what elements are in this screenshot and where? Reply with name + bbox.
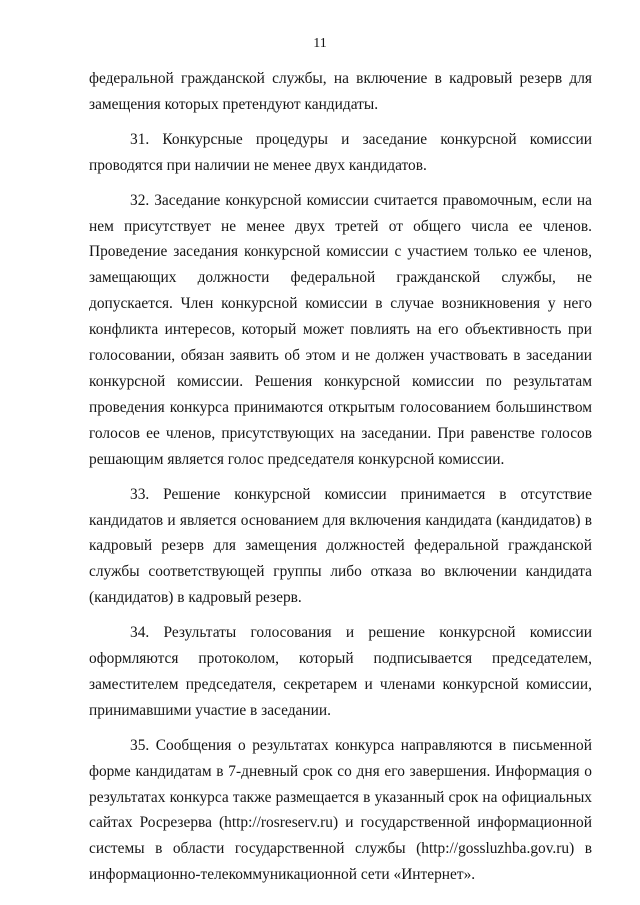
paragraph-32: 32. Заседание конкурсной комиссии считается правомочным, если на нем присутствует не менее двух третей от общего числа ее членов. Проведение заседания конкурсной комиссии с участием только ее членов, замещающих должности федеральной гражданской службы, не допускается. Член конкурсной комиссии в случае возникновения у него конфликта интересов, который может повлиять на его объективность при голосовании, обязан заявить об этом и не должен участвовать в заседании конкурсной комиссии. Решения конкурсной комиссии по результатам проведения конкурса принимаются открытым голосованием большинством голосов ее членов, присутствующих на заседании. При равенстве голосов решающим является голос председателя конкурсной комиссии.	[89, 191, 592, 468]
paragraph-34: 34. Результаты голосования и решение конкурсной комиссии оформляются протоколом, который подписывается председателем, заместителем председателя, секретарем и членами конкурсной комиссии, принимавшими участие в заседании.	[89, 624, 592, 719]
paragraph-35: 35. Сообщения о результатах конкурса направляются в письменной форме кандидатам в 7-дневный срок со дня его завершения. Информация о результатах конкурса также размещается в указанный срок на официальных сайтах Росрезерва (http://rosreserv.ru) и государственной информационной системы в области государственной службы (http://gossluzhba.gov.ru) в информационно-телекоммуникационной сети «Интернет».	[89, 736, 592, 884]
paragraph-33: 33. Решение конкурсной комиссии принимается в отсутствие кандидатов и является основанием для включения кандидата (кандидатов) в кадровый резерв для замещения должностей федеральной гражданской службы соответствующей группы либо отказа во включении кандидата (кандидатов) в кадровый резерв.	[89, 485, 592, 607]
page-number: 11	[313, 36, 327, 51]
paragraph-continuation: федеральной гражданской службы, на включение в кадровый резерв для замещения которых претендуют кандидаты.	[89, 70, 592, 113]
paragraph-31: 31. Конкурсные процедуры и заседание конкурсной комиссии проводятся при наличии не менее двух кандидатов.	[89, 130, 592, 174]
document-body	[89, 66, 592, 888]
